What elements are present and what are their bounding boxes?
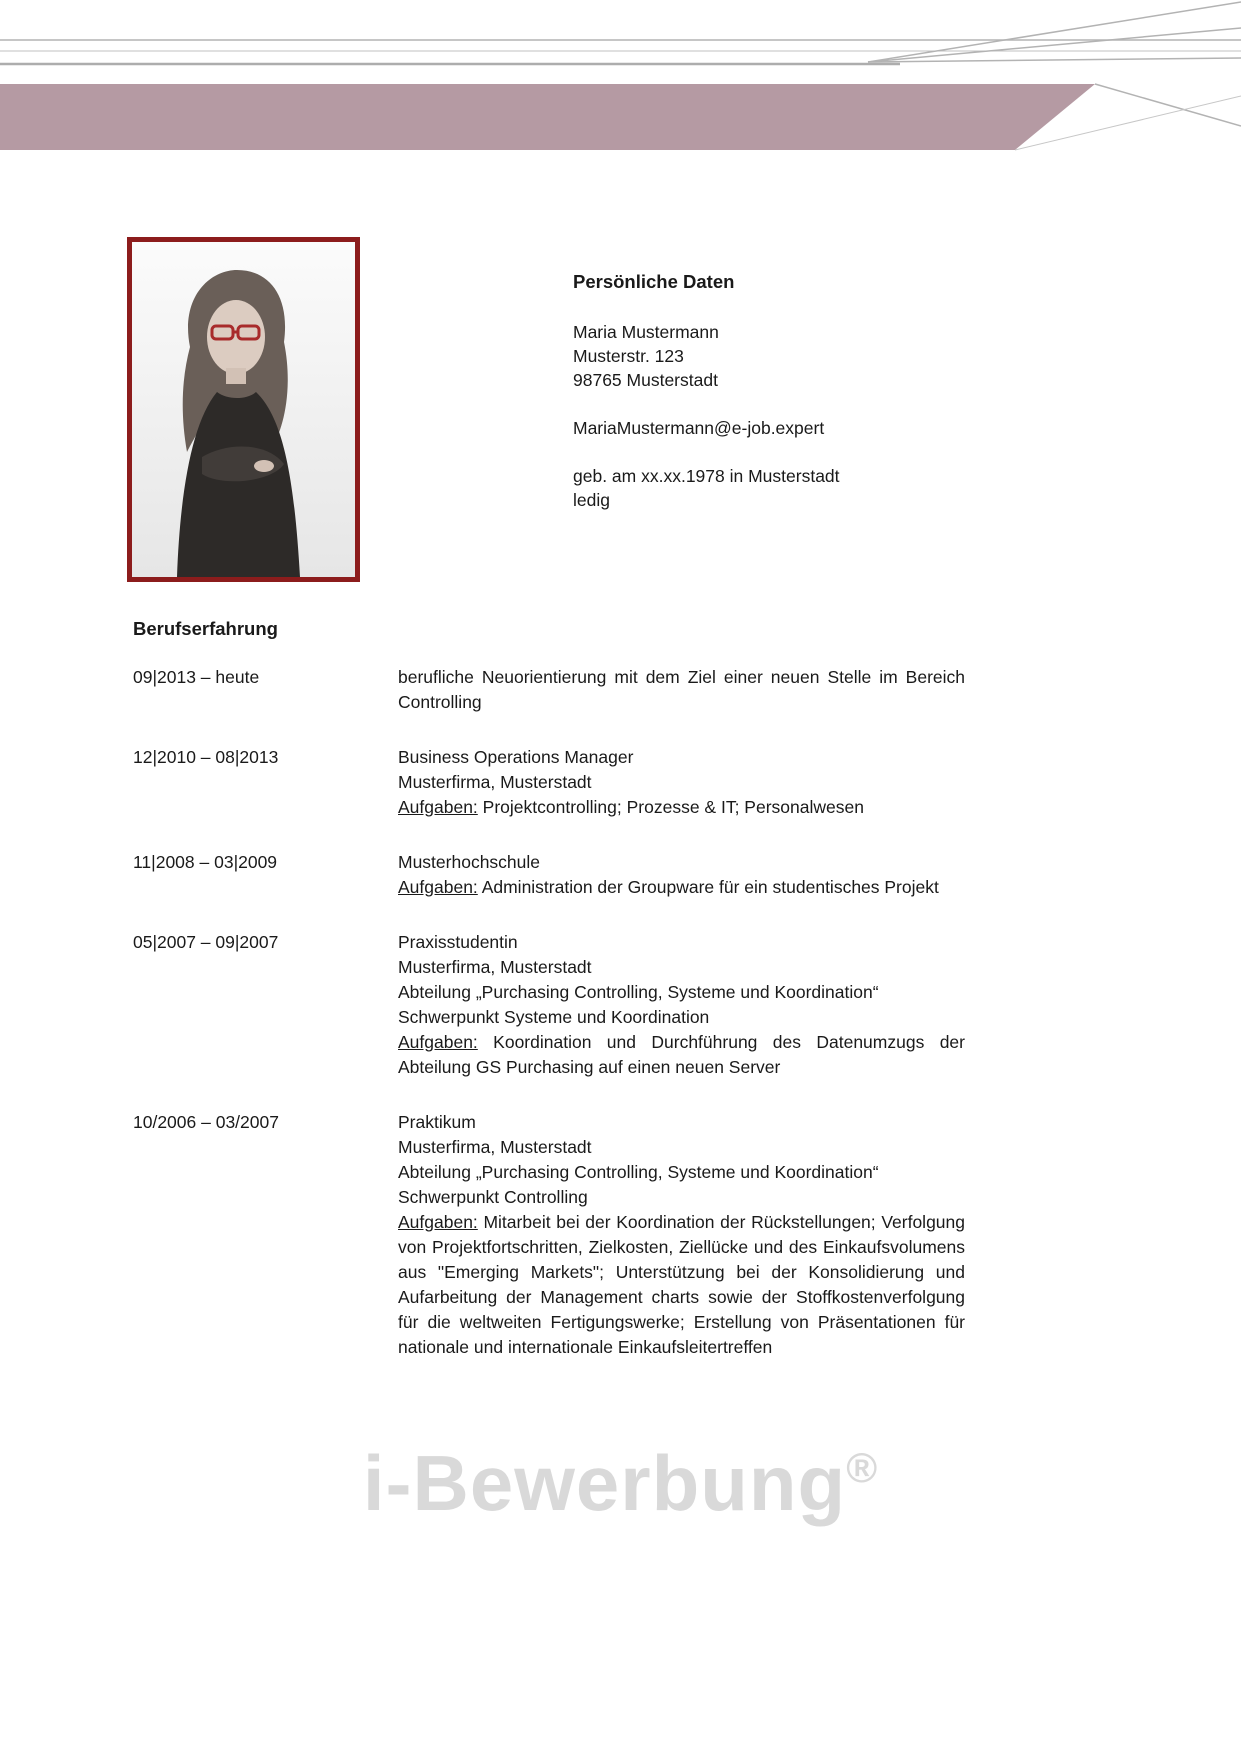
entry-line: Business Operations Manager [398,747,634,767]
header-decoration-graphic [0,0,1241,170]
entry-period: 12|2010 – 08|2013 [133,747,279,767]
aufgaben-label: Aufgaben: [398,797,478,817]
experience-entries [133,665,965,1360]
aufgaben-label: Aufgaben: [398,1032,478,1052]
header-decoration [0,0,1241,170]
entry-line: Musterfirma, Musterstadt [398,957,592,977]
entry-period: 11|2008 – 03|2009 [133,852,278,872]
entry-line: Praxisstudentin [398,932,518,952]
entry-line: Praktikum [398,1112,476,1132]
experience-section [133,616,965,1390]
personal-data-section [573,270,1003,512]
experience-heading: Berufserfahrung [133,618,278,639]
experience-entry [133,665,965,715]
entry-period: 09|2013 – heute [133,667,260,687]
entry-line: Musterhochschule [398,852,541,872]
entry-line: Musterfirma, Musterstadt [398,1137,592,1157]
entry-aufgaben: Aufgaben: Administration der Groupware für ein studentisches Projekt [398,877,939,897]
entry-line: Schwerpunkt Systeme und Koordination [398,1007,710,1027]
entry-line: Abteilung „Purchasing Controlling, Systeme und Koordination“ [398,982,879,1002]
entry-body [398,850,965,900]
personal-marital-status: ledig [573,490,610,510]
entry-line: Musterfirma, Musterstadt [398,772,592,792]
experience-entry [133,930,965,1080]
personal-data-heading: Persönliche Daten [573,271,735,292]
personal-name: Maria Mustermann [573,322,719,342]
experience-entry [133,850,965,900]
entry-line: berufliche Neuorientierung mit dem Ziel einer neuen Stelle im Bereich Controlling [398,667,965,712]
experience-entry [133,745,965,820]
watermark-text: i-Bewerbung [362,1439,847,1527]
entry-body [398,665,965,715]
experience-entry [133,1110,965,1360]
entry-aufgaben: Aufgaben: Koordination und Durchführung des Datenumzugs der Abteilung GS Purchasing auf einen neuen Server [398,1032,965,1077]
personal-city: 98765 Musterstadt [573,370,718,390]
personal-email: MariaMustermann@e-job.expert [573,418,825,438]
watermark [0,1438,1241,1529]
entry-period: 05|2007 – 09|2007 [133,932,279,952]
entry-aufgaben: Aufgaben: Mitarbeit bei der Koordination der Rückstellungen; Verfolgung von Projektfortschritten, Zielkosten, Ziellücke und des Einkaufsvolumens aus "Emerging Markets"; Unterstützung bei der Konsolidierung und Aufarbeitung der Management charts sowie der Stoffkostenverfolgung für die weltweiten Fertigungswerke; Erstellung von Präsentationen für nationale und internationale Einkaufsleitertreffen [398,1212,965,1357]
registered-trademark-symbol: ® [846,1444,879,1491]
portrait-photo [127,237,360,582]
portrait-photo-image [132,242,355,577]
entry-body [398,930,965,1080]
aufgaben-label: Aufgaben: [398,1212,478,1232]
entry-line: Schwerpunkt Controlling [398,1187,588,1207]
entry-line: Abteilung „Purchasing Controlling, Systeme und Koordination“ [398,1162,879,1182]
entry-aufgaben: Aufgaben: Projektcontrolling; Prozesse & IT; Personalwesen [398,797,864,817]
personal-birth: geb. am xx.xx.1978 in Musterstadt [573,466,840,486]
entry-body [398,1110,965,1360]
personal-street: Musterstr. 123 [573,346,684,366]
entry-period: 10/2006 – 03/2007 [133,1112,279,1132]
aufgaben-label: Aufgaben: [398,877,478,897]
entry-body [398,745,965,820]
